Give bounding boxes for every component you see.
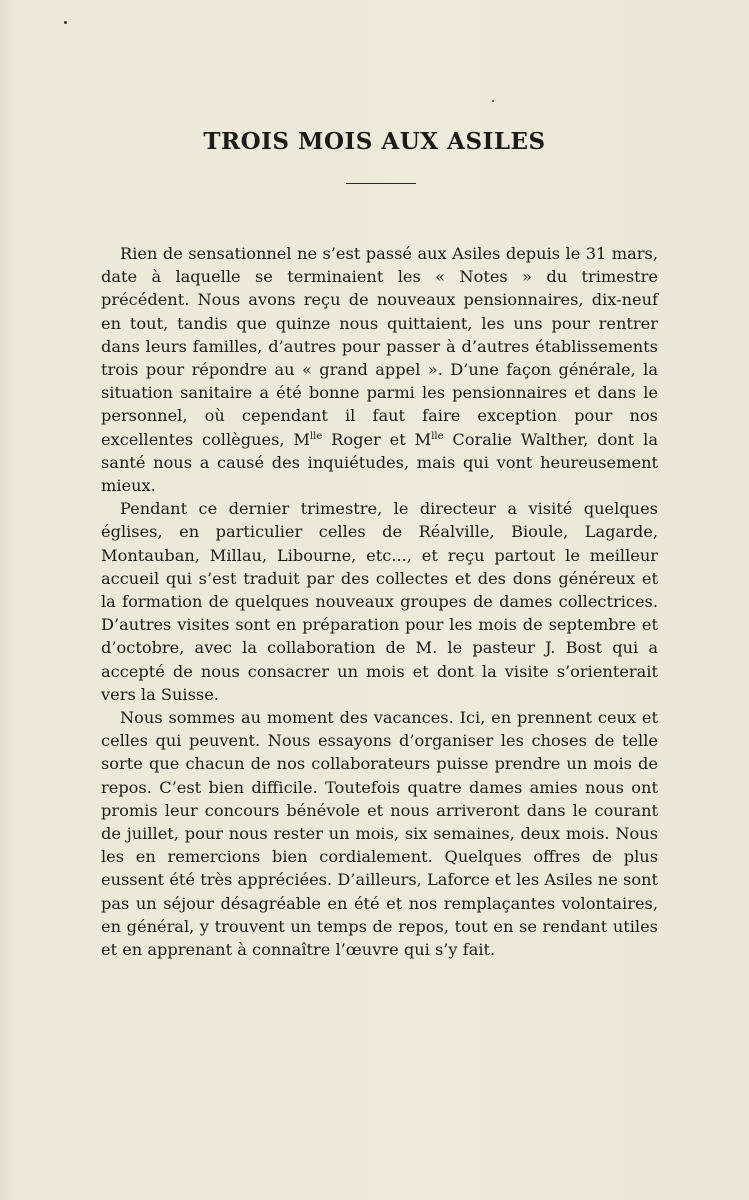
paragraph-1-text-c: Coralie Walther, dont la santé nous a causé des inquiétudes, mais qui vont heureusement mieux. bbox=[101, 429, 658, 496]
paragraph-1 bbox=[101, 242, 658, 497]
title-abbrev-1: lle bbox=[309, 430, 323, 442]
article-body bbox=[101, 242, 658, 961]
paragraph-1-text-a: Rien de sensationnel ne s’est passé aux Asiles depuis le 31 mars, date à laquelle se terminaient les « Notes » du trimestre précédent. Nous avons reçu de nouveaux pensionnaires, dix-neuf en tout, tandis que quinze nous quittaient, les uns pour rentrer dans leurs familles, d’autres pour passer à d’autres établissements trois pour répondre au « grand appel ». D’une façon générale, la situation sanitaire a été bonne parmi les pensionnaires et dans le personnel, où cependant il faut faire exception pour nos excellentes collègues, M bbox=[101, 244, 658, 449]
ink-speck bbox=[64, 21, 67, 24]
page-title: TROIS MOIS AUX ASILES bbox=[203, 128, 546, 155]
title-abbrev-2: lle bbox=[431, 430, 444, 442]
paragraph-1-text-b: Roger et M bbox=[322, 429, 432, 449]
paragraph-2: Pendant ce dernier trimestre, le directeur a visité quelques églises, en particulier celles de Réalville, Bioule, Lagarde, Montauban, Millau, Libourne, etc..., et reçu partout le meilleur accueil qui s’est traduit par des collectes et des dons généreux et la formation de quelques nouveaux groupes de dames collectrices. D’autres visites sont en préparation pour les mois de septembre et d’octobre, avec la collaboration de M. le pasteur J. Bost qui a accepté de nous consacrer un mois et dont la visite s’orienterait vers la Suisse. bbox=[101, 499, 658, 704]
ink-speck bbox=[492, 100, 494, 102]
title-divider bbox=[346, 183, 416, 184]
paragraph-3: Nous sommes au moment des vacances. Ici, en prennent ceux et celles qui peuvent. Nous essayons d’organiser les choses de telle sorte que chacun de nos collaborateurs puisse prendre un mois de repos. C’est bien difficile. Toutefois quatre dames amies nous ont promis leur concours bénévole et nous arriveront dans le courant de juillet, pour nous rester un mois, six semaines, deux mois. Nous les en remercions bien cordialement. Quelques offres de plus eussent été très appréciées. D’ailleurs, Laforce et les Asiles ne sont pas un séjour désagréable en été et nos remplaçantes volontaires, en général, y trouvent un temps de repos, tout en se rendant utiles et en apprenant à connaître l’œuvre qui s’y fait. bbox=[101, 708, 658, 960]
